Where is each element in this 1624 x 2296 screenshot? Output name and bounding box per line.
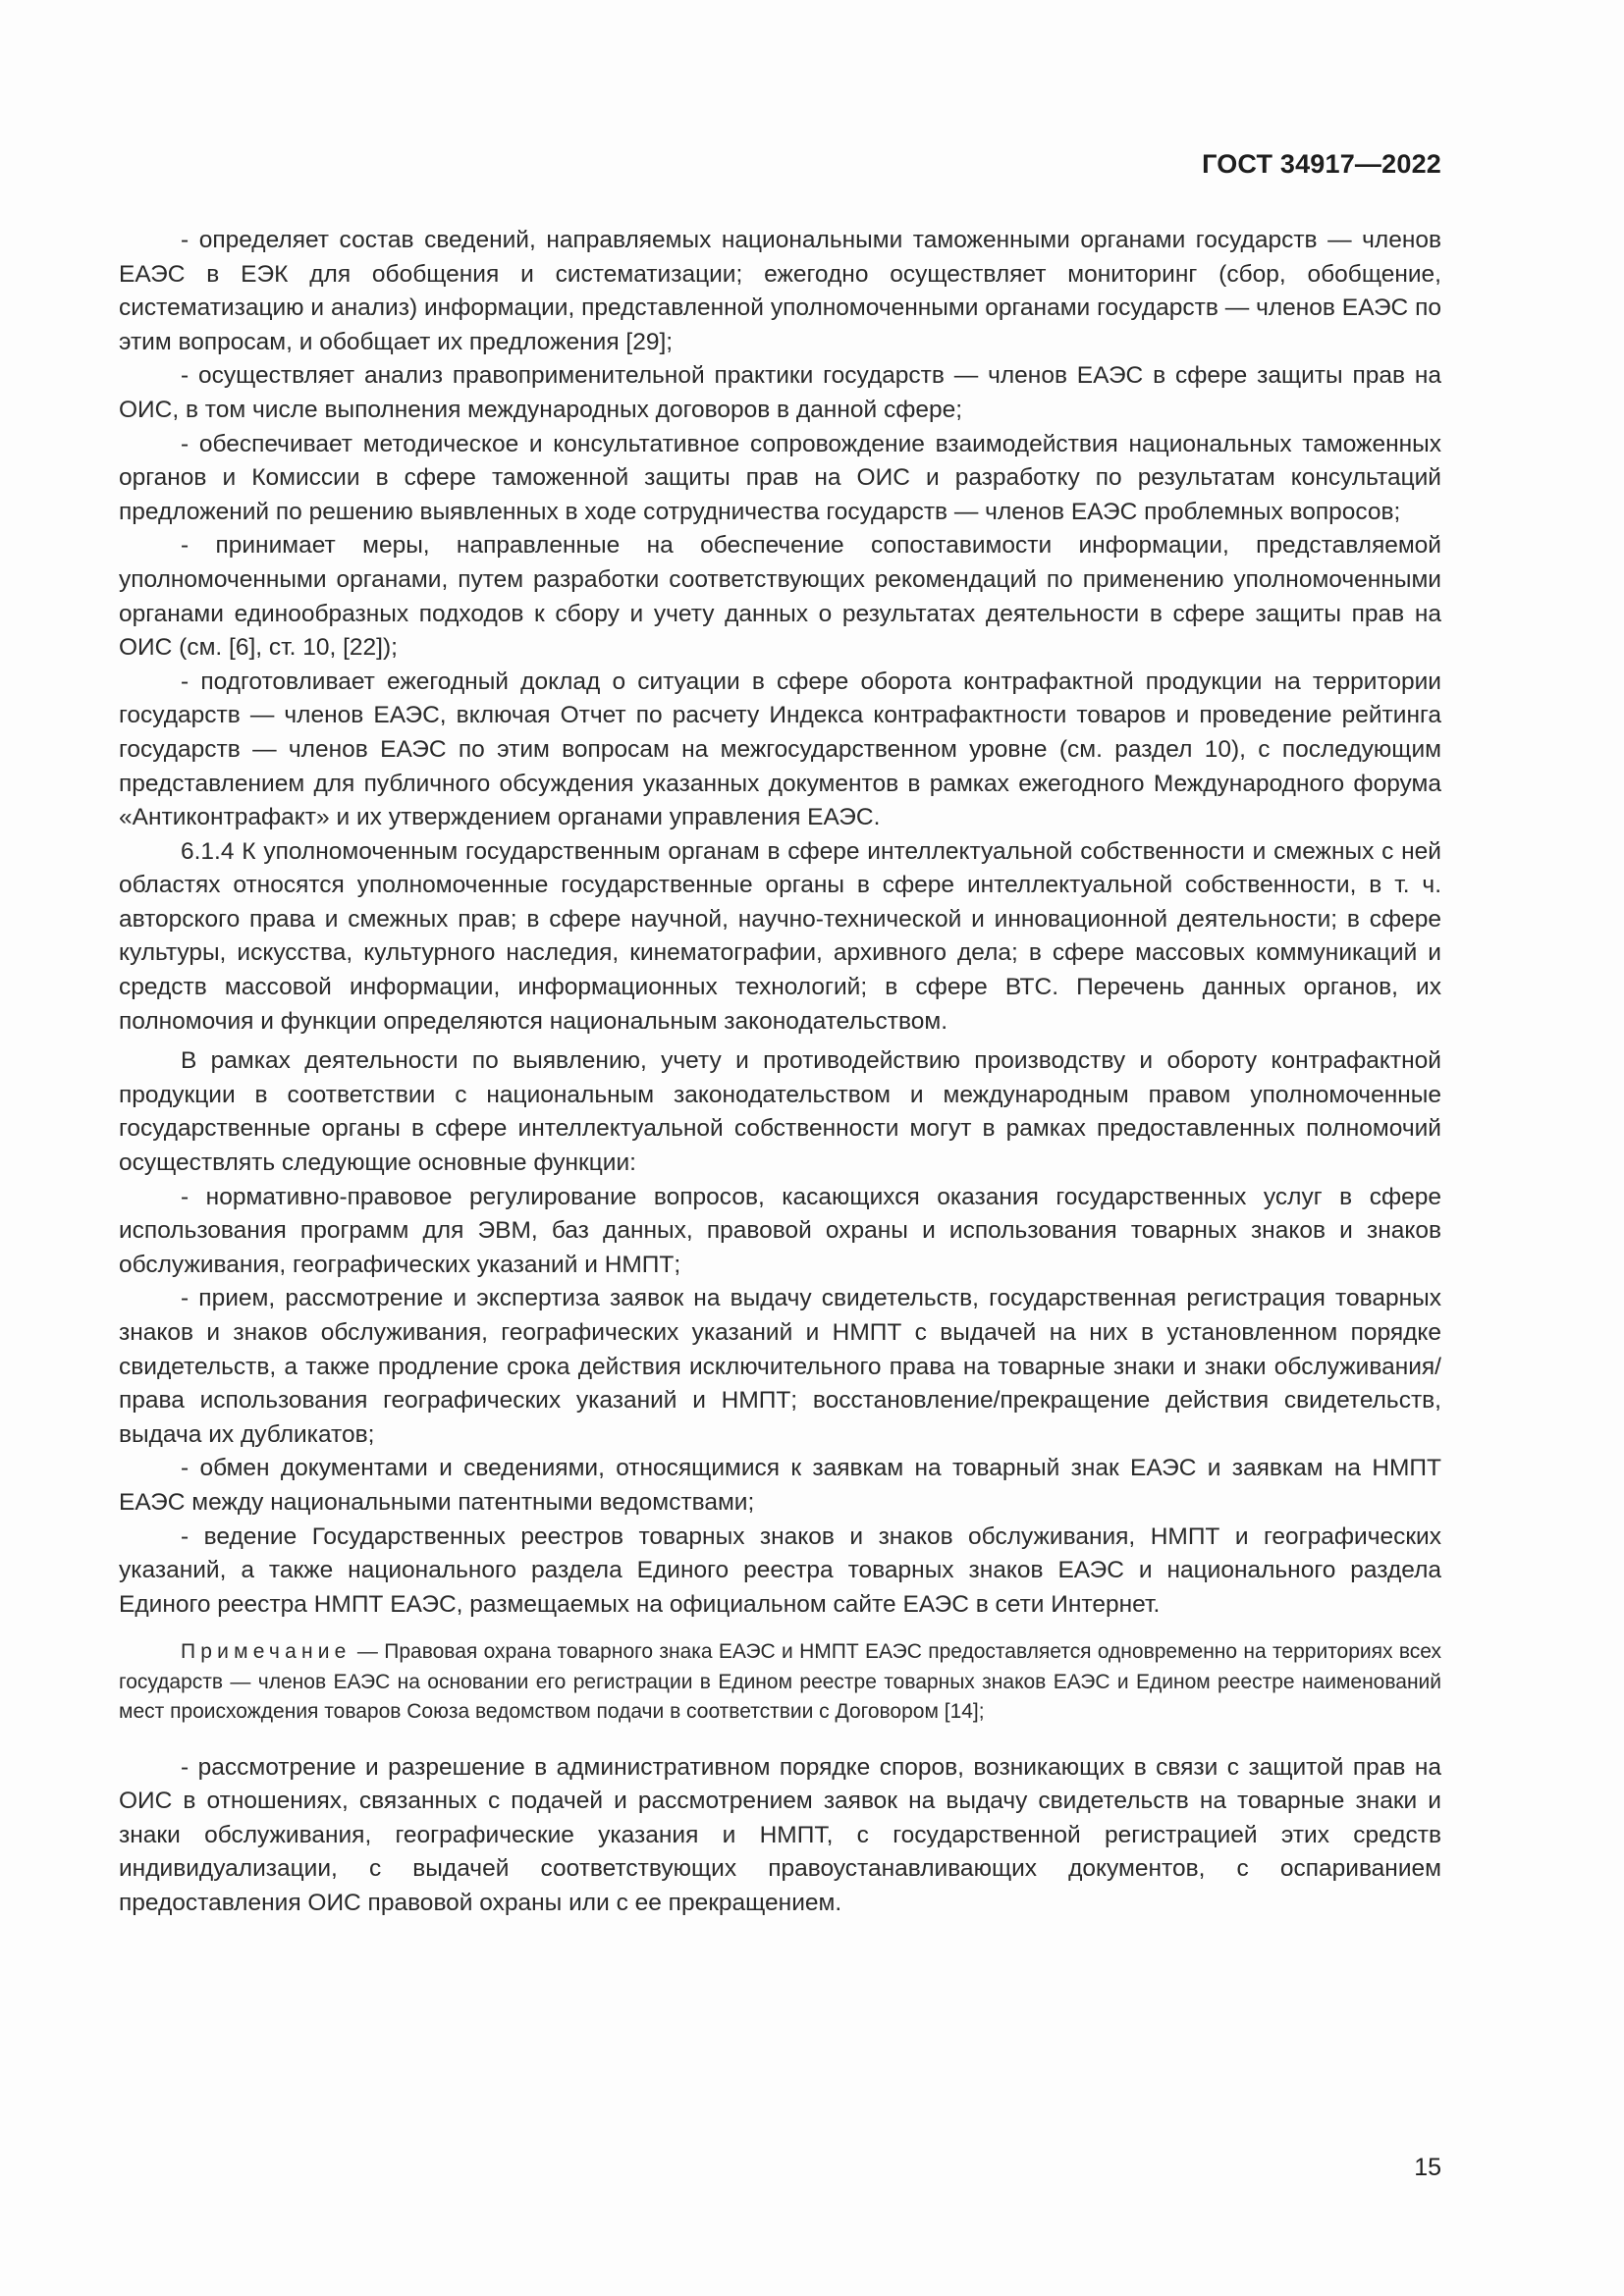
paragraph-section-6-1-4: 6.1.4 К уполномоченным государственным органам в сфере интеллектуальной собственности и смежных с ней областях относятся уполномоченные государственные органы в сфере интеллектуальной собственности, в т. ч. авторского права и смежных прав; в сфере научной, научно-технической и инновационной деятельности; в сфере культуры, искусства, культурного наследия, кинематографии, архивного дела; в сфере массовых коммуникаций и средств массовой информации, информационных технологий; в сфере ВТС. Перечень данных органов, их полномочия и функции определяются национальным законодательством.	[119, 837, 1441, 1035]
document-body	[119, 224, 1441, 1921]
paragraph-registration: - прием, рассмотрение и экспертиза заявок на выдачу свидетельств, государственная регистрация товарных знаков и знаков обслуживания, географических указаний и НМПТ с выдачей на них в установленном порядке свидетельств, а также продление срока действия исключительного права на товарные знаки и знаки обслуживания/права использования географических указаний и НМПТ; восстановление/прекращение действия свидетельств, выдача их дубликатов;	[119, 1285, 1441, 1448]
paragraph-dispute-resolution: - рассмотрение и разрешение в административном порядке споров, возникающих в связи с защитой прав на ОИС в отношениях, связанных с подачей и рассмотрением заявок на выдачу свидетельств на товарные знаки и знаки обслуживания, географические указания и НМПТ, с государственной регистрацией этих средств индивидуализации, с выдачей соответствующих правоустанавливающих документов, с оспариванием предоставления ОИС правовой охраны или с ее прекращением.	[119, 1753, 1441, 1916]
paragraph-registry-maintenance: - ведение Государственных реестров товарных знаков и знаков обслуживания, НМПТ и географических указаний, а также национального раздела Единого реестра товарных знаков ЕАЭС и национального раздела Единого реестра НМПТ ЕАЭС, размещаемых на официальном сайте ЕАЭС в сети Интернет.	[119, 1522, 1441, 1618]
paragraph-annual-report: - подготовливает ежегодный доклад о ситуации в сфере оборота контрафактной продукции на территории государств — членов ЕАЭС, включая Отчет по расчету Индекса контрафактности товаров и проведение рейтинга государств — членов ЕАЭС по этим вопросам на межгосударственном уровне (см. раздел 10), с последующим представлением для публичного обсуждения указанных документов в рамках ежегодного Международного форума «Антиконтрафакт» и их утверждением органами управления ЕАЭС.	[119, 667, 1441, 831]
standard-code-header: ГОСТ 34917—2022	[1202, 149, 1441, 179]
paragraph-analysis-practice: - осуществляет анализ правоприменительной практики государств — членов ЕАЭС в сфере защиты прав на ОИС, в том числе выполнения международных договоров в данной сфере;	[119, 362, 1441, 423]
paragraph-functions-intro: В рамках деятельности по выявлению, учету и противодействию производству и обороту контрафактной продукции в соответствии с национальным законодательством и международным правом уполномоченные государственные органы в сфере интеллектуальной собственности могут в рамках предоставленных полномочий осуществлять следующие основные функции:	[119, 1047, 1441, 1177]
note-text: — Правовая охрана товарного знака ЕАЭС и НМПТ ЕАЭС предоставляется одновременно на территориях всех государств — членов ЕАЭС на основании его регистрации в Едином реестре товарных знаков ЕАЭС и Едином реестре наименований мест происхождения товаров Союза ведомством подачи в соответствии с Договором [14];	[119, 1640, 1441, 1724]
note-block	[119, 1637, 1441, 1727]
paragraph-document-exchange: - обмен документами и сведениями, относящимися к заявкам на товарный знак ЕАЭС и заявкам на НМПТ ЕАЭС между национальными патентными ведомствами;	[119, 1455, 1441, 1516]
paragraph-regulation: - нормативно-правовое регулирование вопросов, касающихся оказания государственных услуг в сфере использования программ для ЭВМ, баз данных, правовой охраны и использования товарных знаков и знаков обслуживания, географических указаний и НМПТ;	[119, 1183, 1441, 1278]
paragraph-determines-composition: - определяет состав сведений, направляемых национальными таможенными органами государств — членов ЕАЭС в ЕЭК для обобщения и систематизации; ежегодно осуществляет мониторинг (сбор, обобщение, систематизацию и анализ) информации, представленной уполномоченными органами государств — членов ЕАЭС по этим вопросам, и обобщает их предложения [29];	[119, 227, 1441, 355]
paragraph-comparability-measures: - принимает меры, направленные на обеспечение сопоставимости информации, представляемой уполномоченными органами, путем разработки соответствующих рекомендаций по применению уполномоченными органами единообразных подходов к сбору и учету данных о результатах деятельности в сфере защиты прав на ОИС (см. [6], ст. 10, [22]);	[119, 532, 1441, 662]
page-number: 15	[1414, 2154, 1441, 2181]
paragraph-methodical-support: - обеспечивает методическое и консультативное сопровождение взаимодействия национальных таможенных органов и Комиссии в сфере таможенной защиты прав на ОИС и разработку по результатам консультаций предложений по решению выявленных в ходе сотрудничества государств — членов ЕАЭС проблемных вопросов;	[119, 430, 1441, 525]
note-label: Примечание	[181, 1640, 352, 1664]
